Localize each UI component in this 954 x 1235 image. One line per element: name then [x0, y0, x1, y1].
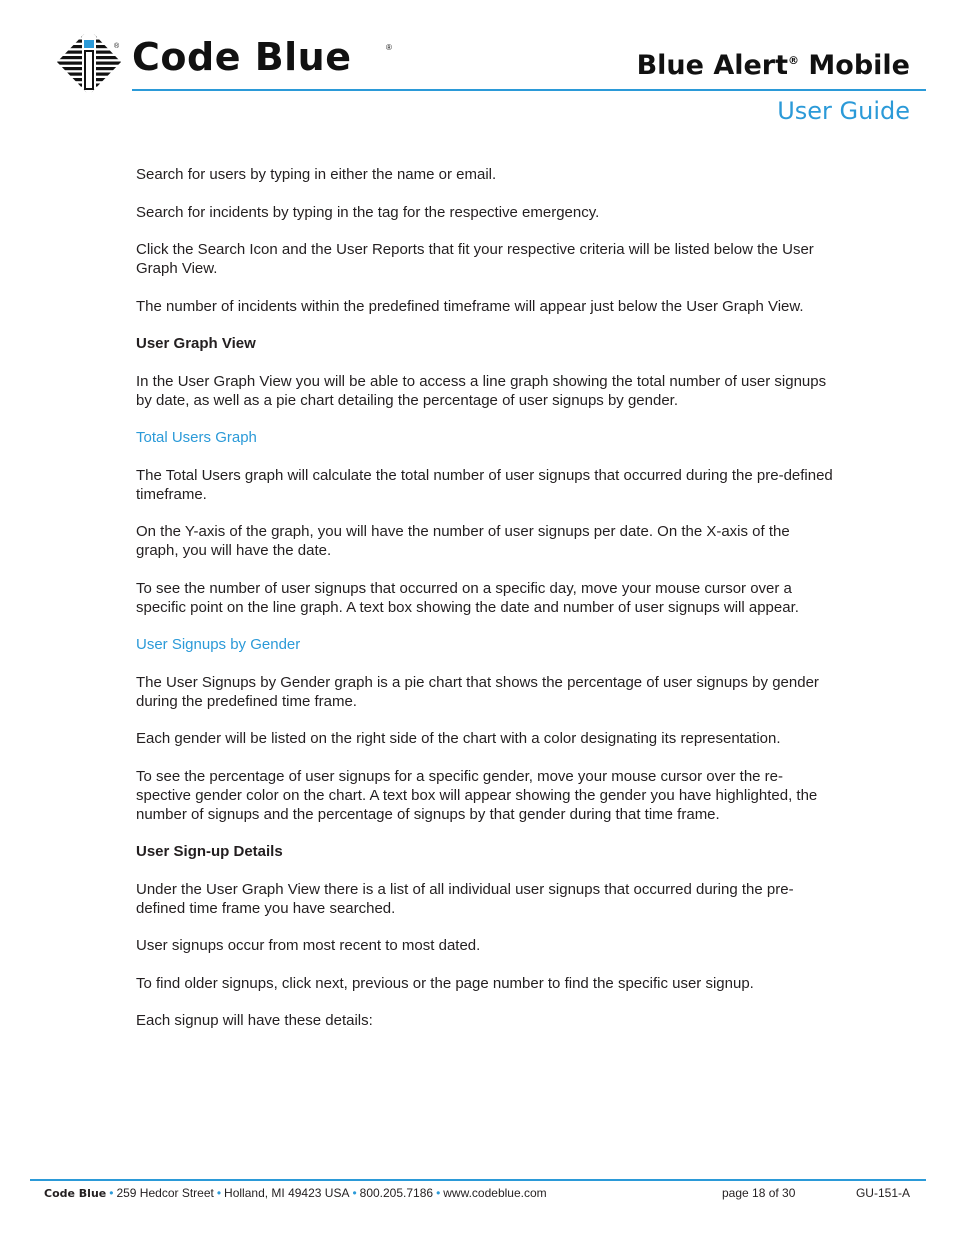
- paragraph-search-icon: Click the Search Icon and the User Reports that fit your respective criteria will be listed below the User Graph View.: [136, 241, 814, 277]
- paragraph-axes: On the Y-axis of the graph, you will have the number of user signups per date. On the X-axis of the graph, you will have the date.: [136, 523, 790, 559]
- footer-brand: Code Blue: [44, 1187, 107, 1200]
- header-divider: [132, 89, 926, 91]
- footer-website[interactable]: www.codeblue.com: [443, 1186, 547, 1200]
- document-title-suffix: Mobile: [799, 50, 910, 81]
- document-title: [637, 50, 910, 81]
- paragraph-older-signups: To find older signups, click next, previous or the page number to find the specific user signup.: [136, 974, 754, 992]
- page-content: [136, 165, 836, 1049]
- paragraph-signup-order: User signups occur from most recent to most dated.: [136, 937, 481, 954]
- logo-registered-mark: ®: [114, 43, 120, 50]
- paragraph-total-users: The Total Users graph will calculate the total number of user signups that occurred during the pre-defined timeframe.: [136, 466, 833, 503]
- paragraph-specific-day: To see the number of user signups that occurred on a specific day, move your mouse cursor over a specific point on the line graph. A text box showing the date and number of user signups will appear.: [136, 579, 799, 616]
- document-title-registered-mark: ®: [788, 54, 800, 67]
- subheading-total-users-graph: Total Users Graph: [136, 429, 257, 446]
- footer-separator: •: [216, 1186, 222, 1200]
- subheading-user-signups-by-gender: User Signups by Gender: [136, 636, 301, 653]
- paragraph-signup-details: Each signup will have these details:: [136, 1012, 373, 1029]
- footer-divider: [30, 1179, 926, 1181]
- document-title-text: Blue Alert: [636, 50, 789, 81]
- brand-registered-mark: ®: [386, 43, 392, 52]
- page-number: page 18 of 30: [722, 1186, 796, 1200]
- footer-city: Holland, MI 49423 USA: [224, 1186, 350, 1200]
- heading-user-signup-details: User Sign-up Details: [136, 843, 283, 860]
- heading-user-graph-view: User Graph View: [136, 335, 256, 352]
- paragraph-search-incidents: Search for incidents by typing in the tag for the respective emergency.: [136, 203, 600, 221]
- footer-address: 259 Hedcor Street: [116, 1186, 214, 1200]
- code-blue-logo-icon: [56, 28, 122, 96]
- brand-name: Code Blue: [132, 35, 352, 79]
- footer-separator: •: [109, 1186, 114, 1200]
- page-footer: [44, 1186, 910, 1202]
- paragraph-user-graph-view: In the User Graph View you will be able to access a line graph showing the total number of user signups by date, as well as a pie chart detailing the percentage of user signups by gender.: [136, 372, 827, 409]
- footer-contact: [44, 1186, 547, 1200]
- paragraph-incident-count: The number of incidents within the predefined timeframe will appear just below the User Graph View.: [136, 297, 804, 315]
- document-code: GU-151-A: [855, 1186, 910, 1200]
- footer-separator: •: [436, 1186, 441, 1200]
- paragraph-search-users: Search for users by typing in either the name or email.: [136, 166, 497, 183]
- paragraph-gender-legend: Each gender will be listed on the right side of the chart with a color designating its representation.: [136, 730, 781, 747]
- footer-phone: 800.205.7186: [359, 1186, 434, 1200]
- paragraph-signup-list: Under the User Graph View there is a list of all individual user signups that occurred during the pre-defined time frame you have searched.: [136, 880, 794, 917]
- paragraph-gender-hover: To see the percentage of user signups for a specific gender, move your mouse cursor over the re-spective gender color on the chart. A text box will appear showing the gender you have highlighted, the number of signups and the percentage of signups by that gender during that time frame.: [136, 767, 818, 823]
- footer-separator: •: [352, 1186, 357, 1200]
- document-subtitle: User Guide: [777, 97, 910, 125]
- paragraph-gender-pie: The User Signups by Gender graph is a pie chart that shows the percentage of user signups by gender during the predefined time frame.: [136, 673, 819, 710]
